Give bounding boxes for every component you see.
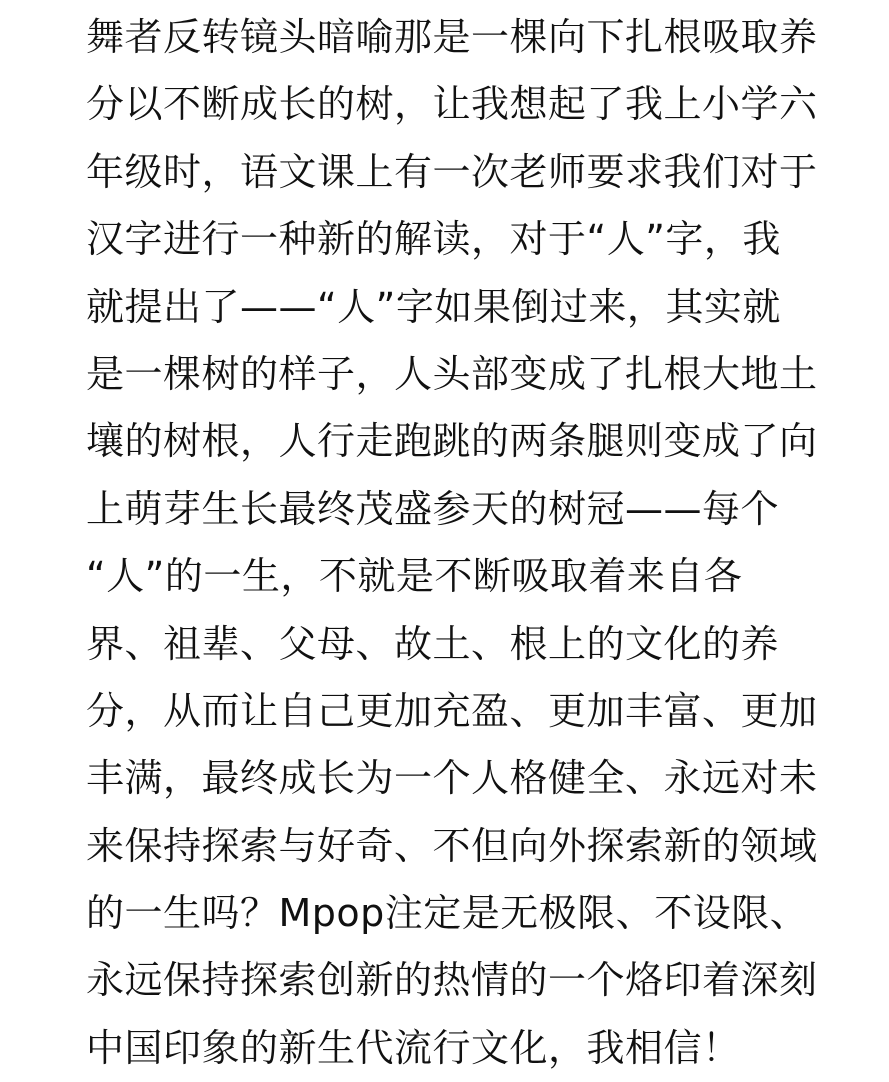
text-line: 汉字进行一种新的解读，对于“人”字，我: [86, 217, 781, 262]
text-line: 分，从而让自己更加充盈、更加丰富、更加: [86, 688, 818, 733]
text-line: 中国印象的新生代流行文化，我相信！: [86, 1025, 741, 1070]
text-line: 就提出了——“人”字如果倒过来，其实就: [86, 284, 781, 329]
text-line: 界、祖辈、父母、故土、根上的文化的养: [86, 621, 780, 666]
text-line: 壤的树根，人行走跑跳的两条腿则变成了向: [86, 419, 818, 464]
text-line: 分以不断成长的树，让我想起了我上小学六: [86, 82, 818, 127]
text-line: 的一生吗？Mpop注定是无极限、不设限、: [86, 891, 809, 936]
text-line: 舞者反转镜头暗喻那是一棵向下扎根吸取养: [86, 15, 818, 59]
text-line: 是一棵树的样子，人头部变成了扎根大地土: [86, 351, 818, 396]
text-line: 来保持探索与好奇、不但向外探索新的领域: [86, 823, 818, 868]
text-line: “人”的一生，不就是不断吸取着来自各: [86, 554, 743, 599]
text-line: 年级时，语文课上有一次老师要求我们对于: [86, 149, 818, 194]
text-line: 丰满，最终成长为一个人格健全、永远对未: [86, 756, 818, 801]
post-text: [86, 4, 866, 1082]
text-line: 上萌芽生长最终茂盛参天的树冠——每个: [86, 486, 780, 531]
text-line: 永远保持探索创新的热情的一个烙印着深刻: [86, 958, 818, 1003]
